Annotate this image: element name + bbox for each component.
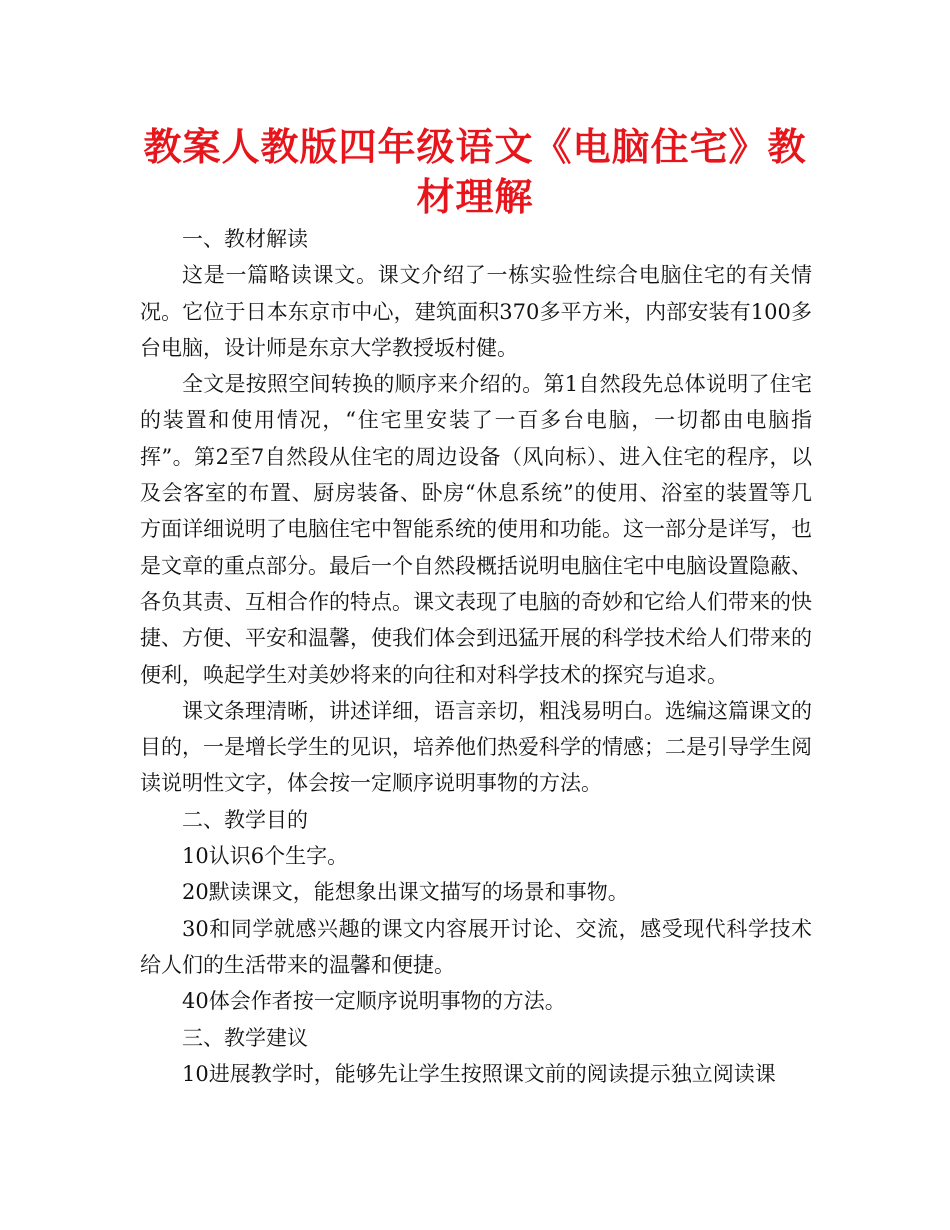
goal-item-1: 10认识6个生字。 [182,844,349,869]
section-heading-teaching-suggestions: 三、教学建议 [182,1025,308,1050]
paragraph-purpose: 课文条理清晰，讲述详细，语言亲切，粗浅易明白。选编这篇课文的目的，一是增长学生的见识，培养他们热爱科学的情感；二是引导学生阅读说明性文字，体会按一定顺序说明事物的方法。 [140,698,812,796]
section-heading-textbook-analysis: 一、教材解读 [182,227,308,251]
goal-item-3: 30和同学就感兴趣的课文内容展开讨论、交流，感受现代科学技术给人们的生活带来的温馨和便捷。 [140,916,812,977]
section-heading-teaching-goals: 二、教学目的 [182,807,308,832]
goal-item-2: 20默读课文，能想象出课文描写的场景和事物。 [182,880,629,905]
paragraph-structure: 全文是按照空间转换的顺序来介绍的。第1自然段先总体说明了住宅的装置和使用情况，“住宅里安装了一百多台电脑，一切都由电脑指挥”。第2至7自然段从住宅的周边设备（风向标）、进入住宅的程序，以及会客室的布置、厨房装备、卧房“休息系统”的使用、浴室的装置等几方面详细说明了电脑住宅中智能系统的使用和功能。这一部分是详写，也是文章的重点部分。最后一个自然段概括说明电脑住宅中电脑设置隐蔽、各负其责、互相合作的特点。课文表现了电脑的奇妙和它给人们带来的快捷、方便、平安和温馨，使我们体会到迅猛开展的科学技术给人们带来的便利，唤起学生对美妙将来的向往和对科学技术的探究与追求。 [140,372,812,687]
document-title: 教案人教版四年级语文《电脑住宅》教材理解 [143,125,807,219]
document-body [140,221,812,1092]
goal-item-4: 40体会作者按一定顺序说明事物的方法。 [182,989,566,1014]
suggestion-item-1: 10进展教学时，能够先让学生按照课文前的阅读提示独立阅读课 [182,1061,776,1086]
paragraph-lesson-intro: 这是一篇略读课文。课文介绍了一栋实验性综合电脑住宅的有关情况。它位于日本东京市中心，建筑面积370多平方米，内部安装有100多台电脑，设计师是东京大学教授坂村健。 [140,263,812,360]
